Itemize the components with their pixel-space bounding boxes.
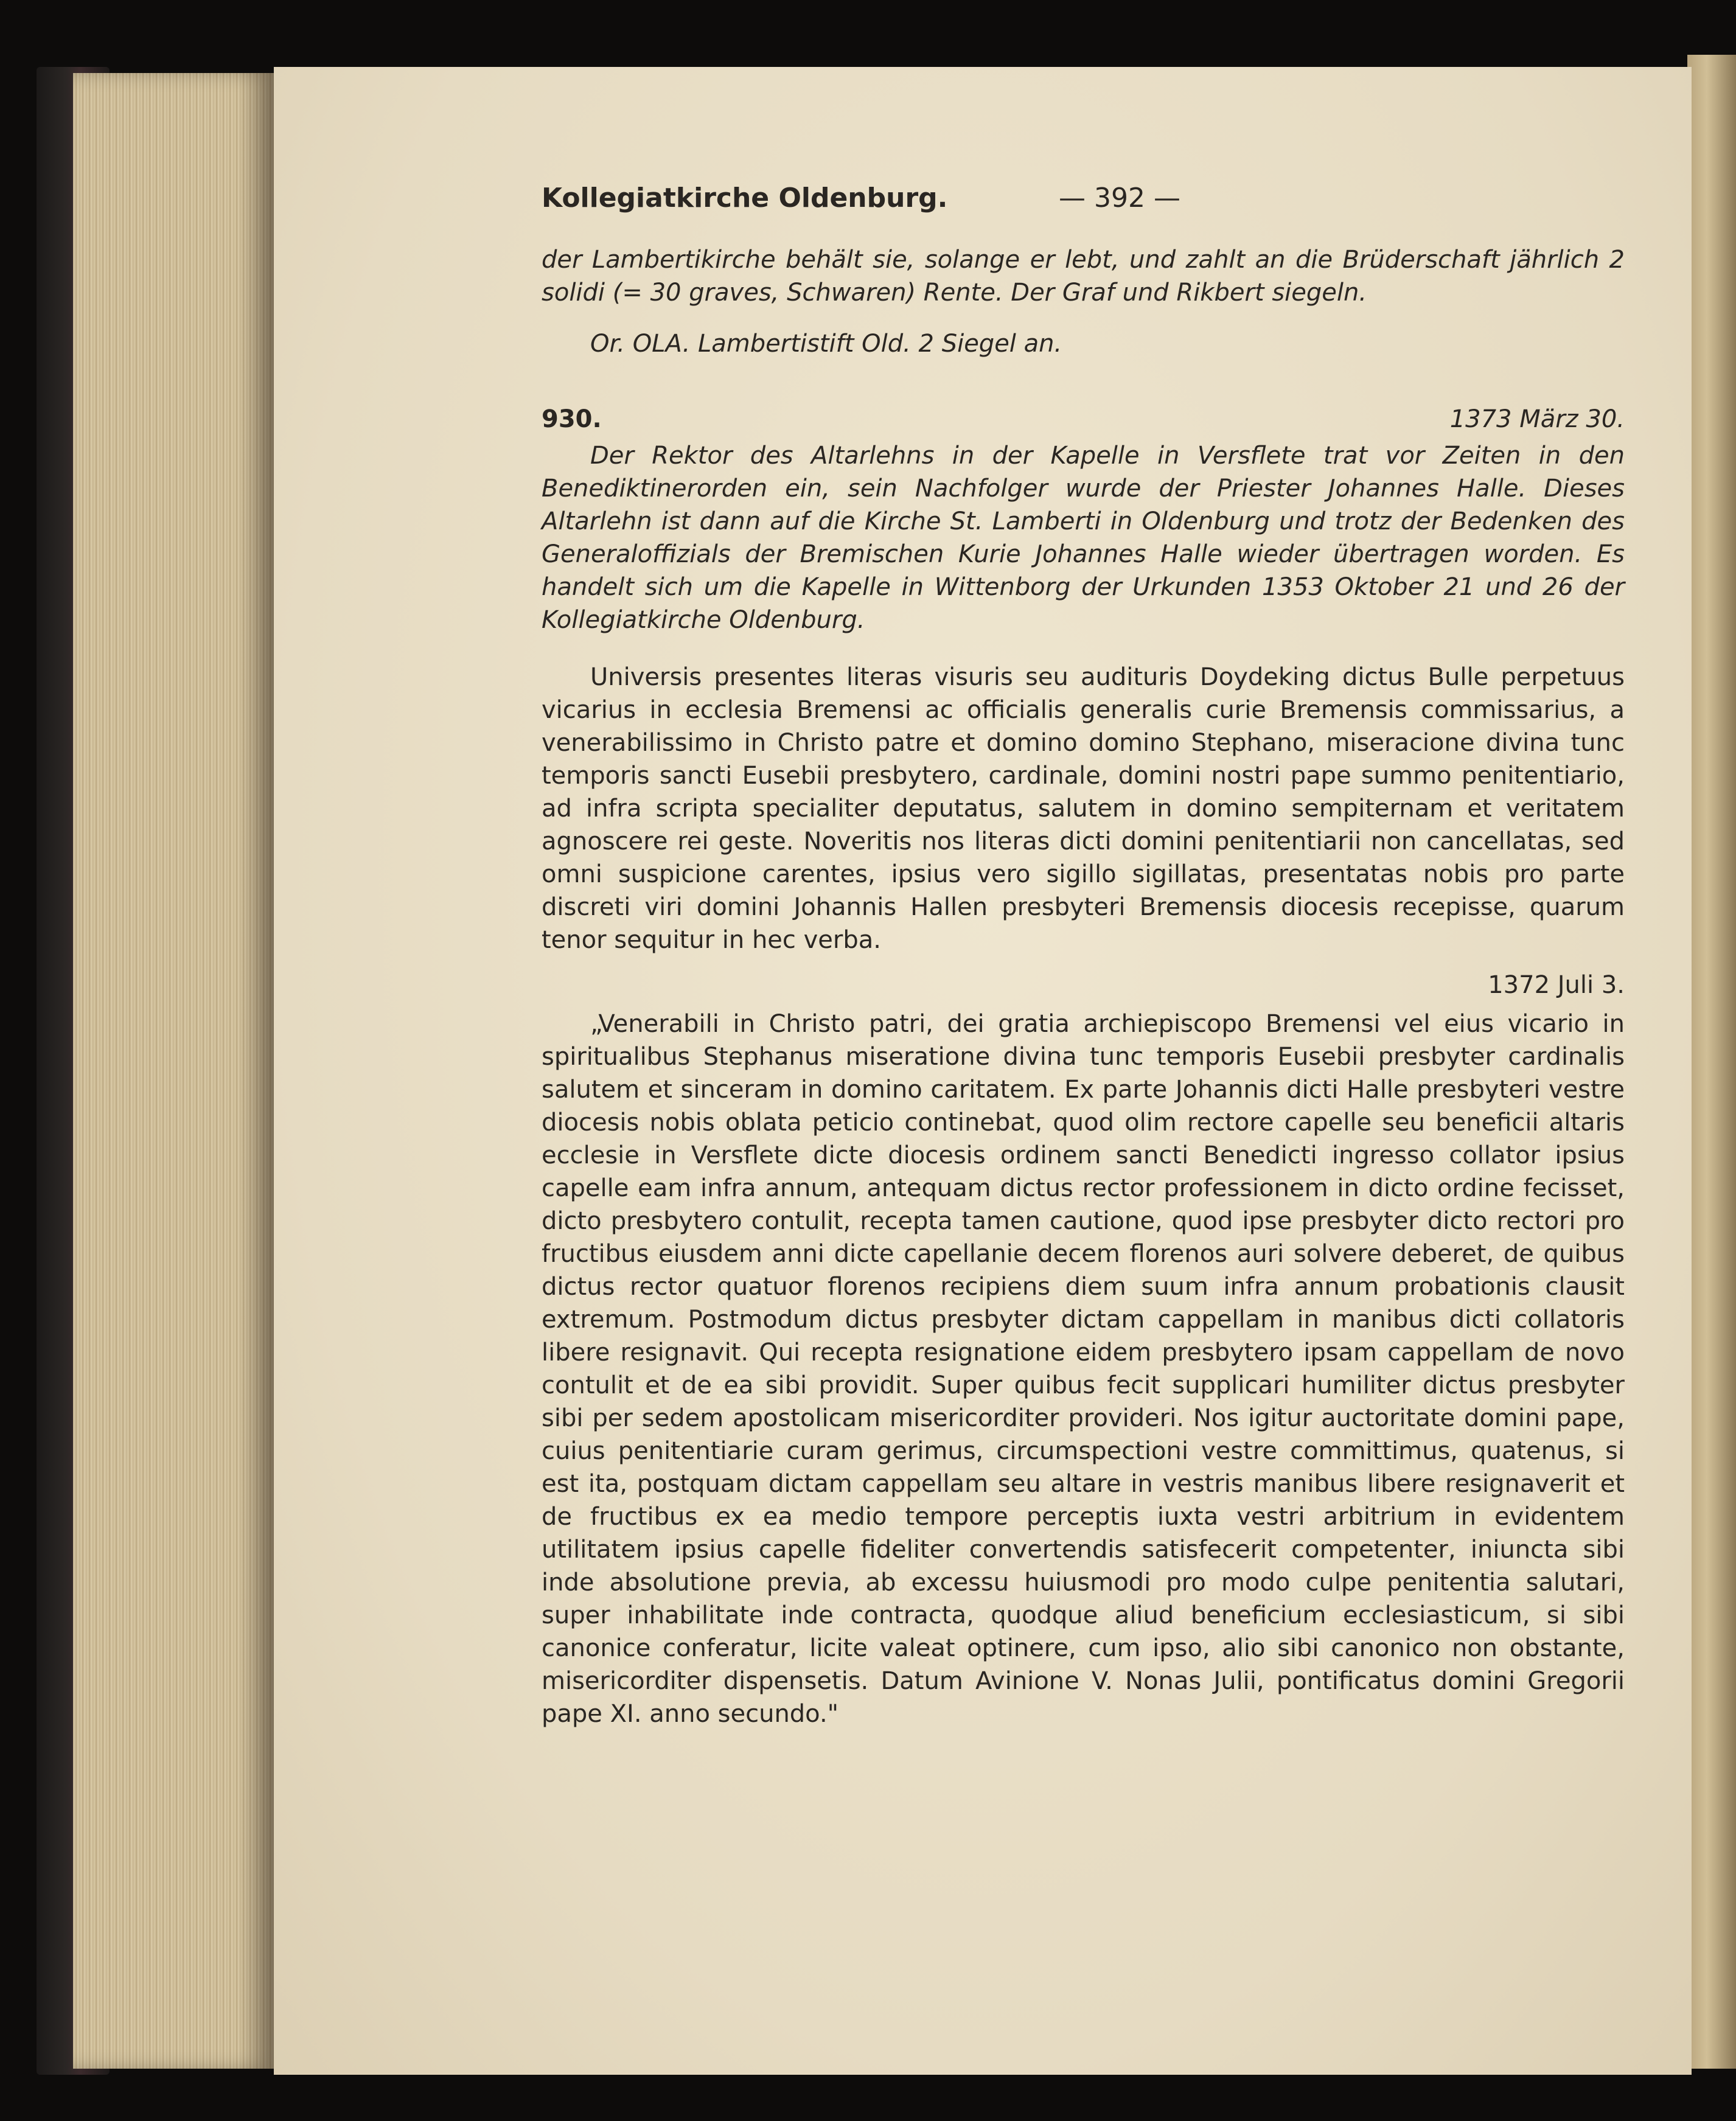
text-block <box>542 243 1625 1730</box>
facing-page-edge <box>1687 55 1736 2069</box>
inserted-document-text: „Venerabili in Christo patri, dei gratia archiepiscopo Bremensi vel eius vicario in spiritualibus Stephanus miseratione divina tunc temporis Eusebii presbyter cardinalis salutem et sinceram in domino caritatem. Ex parte Johannis dicti Halle presbyteri vestre diocesis nobis oblata peticio continebat, quod olim rectore capelle seu beneficii altaris ecclesie in Versflete dicte diocesis ordinem sancti Benedicti ingresso collator ipsius capelle eam infra annum, antequam dictus rector professionem in dicto ordine fecisset, dicto presbytero contulit, recepta tamen cautione, quod ipse presbyter dicto rectori pro fructibus eiusdem anni dicte capellanie decem florenos auri solvere deberet, de quibus dictus rector quatuor florenos recipiens diem suum infra annum probationis clausit extremum. Postmodum dictus presbyter dictam cappellam in manibus dicti collatoris libere resignavit. Qui recepta resignatione eidem presbytero ipsam cappellam de novo contulit et de ea sibi providit. Super quibus fecit supplicari humiliter dictus presbyter sibi per sedem apostolicam misericorditer provideri. Nos igitur auctoritate domini pape, cuius penitentiarie curam gerimus, circumspectioni vestre committimus, quatenus, si est ita, postquam dictam cappellam seu altare in vestris manibus libere resignaverit et de fructibus ex ea medio tempore perceptis iuxta vestri arbitrium in evidentem utilitatem ipsius capelle fideliter convertendis satisfecerit competenter, iniuncta sibi inde absolutione previa, ab excessu huiusmodi pro modo culpe penitentia salutari, super inhabilitate inde contracta, quodque aliud beneficium ecclesiasticum, si sibi canonice conferatur, licite valeat optinere, cum ipso, alio sibi canonico non obstante, misericorditer dispensetis. Datum Avinione V. Nonas Julii, pontificatus domini Gregorii pape XI. anno secundo." <box>542 1010 1625 1728</box>
document-date: 1373 März 30. <box>1449 405 1625 433</box>
document-heading <box>542 403 1625 439</box>
continuation-text: der Lambertikirche behält sie, solange er lebt, und zahlt an die Brüderschaft jährlich 2 solidi (= 30 graves, Schwaren) Rente. Der Graf und Rikbert siegeln. <box>542 246 1625 307</box>
inserted-document-date: 1372 Juli 3. <box>1488 971 1625 999</box>
document-number: 930. <box>542 405 602 433</box>
page-number: — 392 — <box>1059 183 1180 214</box>
running-head-title: Kollegiatkirche Oldenburg. <box>542 183 948 214</box>
document-regest: Der Rektor des Altarlehns in der Kapelle in Versflete trat vor Zeiten in den Benediktinerorden ein, sein Nachfolger wurde der Priester Johannes Halle. Dieses Altarlehn ist dann auf die Kirche St. Lamberti in Oldenburg und trotz der Bedenken des Generaloffizials der Bremischen Kurie Johannes Halle wieder übertragen worden. Es handelt sich um die Kapelle in Wittenborg der Urkunden 1353 Oktober 21 und 26 der Kollegiatkirche Oldenburg. <box>542 442 1625 634</box>
book-page <box>274 67 1692 2075</box>
document-body: Universis presentes literas visuris seu audituris Doydeking dictus Bulle perpetuus vicarius in ecclesia Bremensi ac officialis generalis curie Bremensis commissarius, a venerabilissimo in Christo patre et domino domino Stephano, miseracione divina tunc temporis sancti Eusebii presbytero, cardinale, domini nostri pape summo penitentiario, ad infra scripta specialiter deputatus, salutem in domino sempiternam et veritatem agnoscere rei geste. Noveritis nos literas dicti domini penitentiarii non cancellatas, sed omni suspicione carentes, ipsius vero sigillo sigillatas, presentatas nobis pro parte discreti viri domini Johannis Hallen presbyteri Bremensis diocesis recepisse, quarum tenor sequitur in hec verba. <box>542 663 1625 954</box>
running-head <box>542 183 1393 214</box>
page-edges <box>73 73 274 2069</box>
source-note: Or. OLA. Lambertistift Old. 2 Siegel an. <box>590 330 1062 358</box>
